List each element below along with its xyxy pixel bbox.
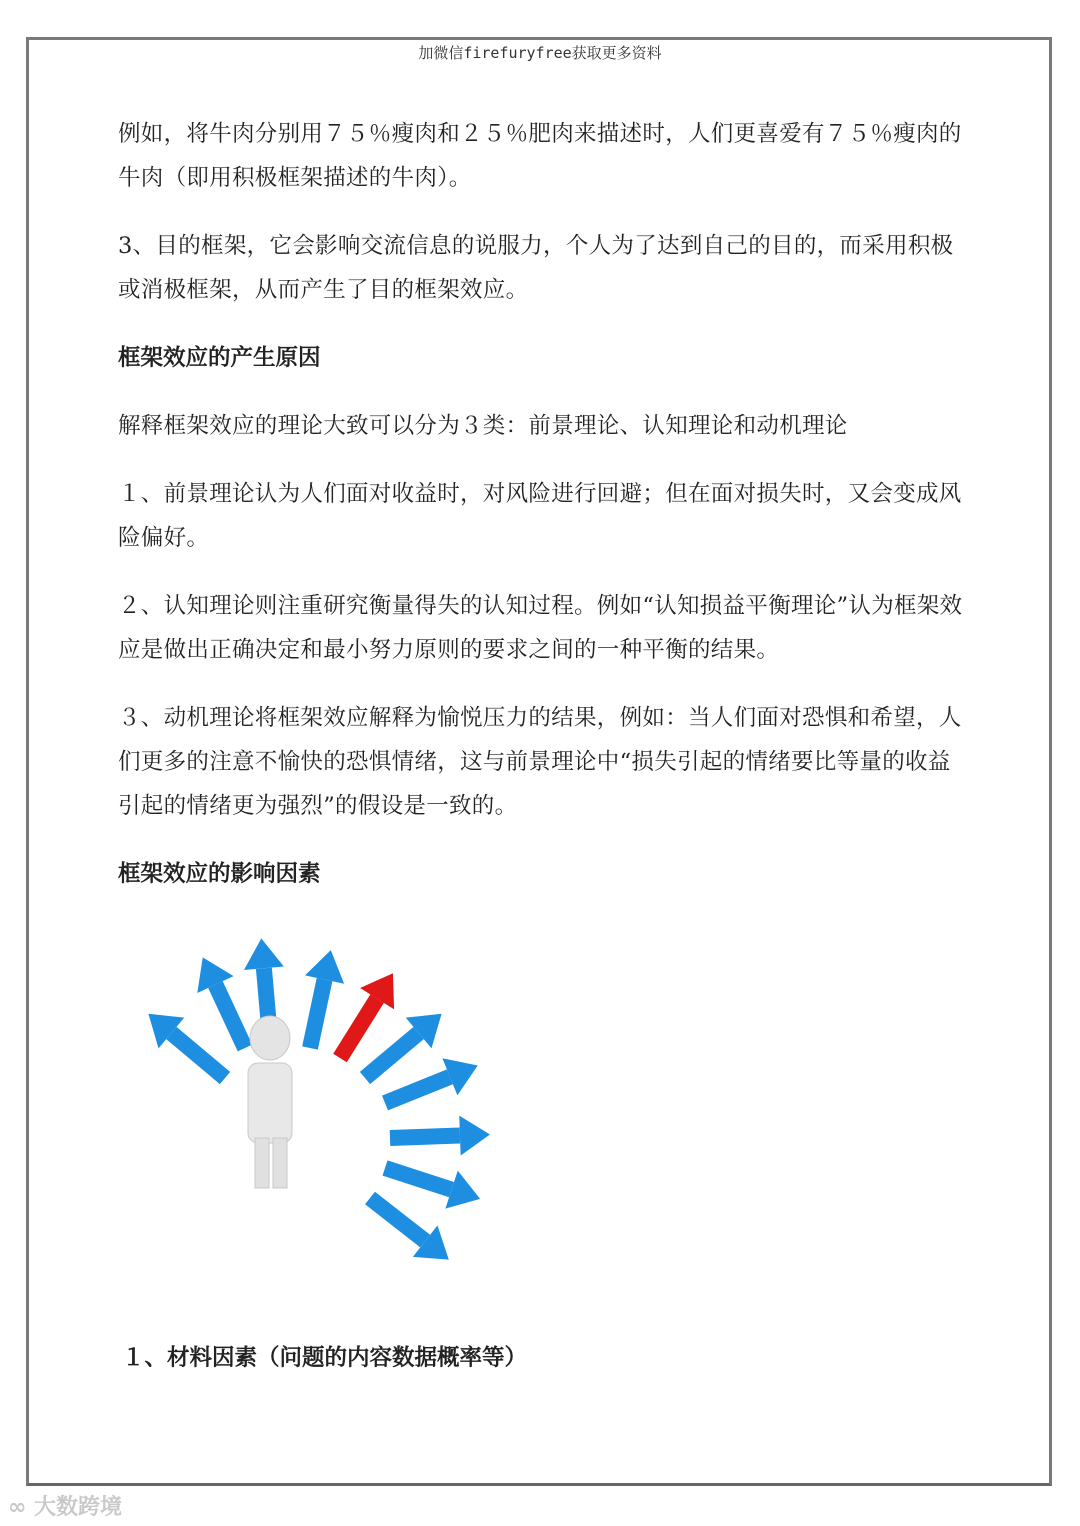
paragraph: 例如，将牛肉分别用７５％瘦肉和２５％肥肉来描述时，人们更喜爱有７５％瘦肉的牛肉（即用积极框架描述的牛肉）。 [118,121,962,191]
arrow-icon [389,1115,490,1158]
arrows-illustration [130,938,540,1308]
arrow-icon [290,946,350,1052]
section-heading: 框架效应的影响因素 [118,861,321,887]
document-body [118,112,966,920]
paragraph: ２、认知理论则注重研究衡量得失的认知过程。例如“认知损益平衡理论”认为框架效应是做出正确决定和最小努力原则的要求之间的一种平衡的结果。 [118,593,963,663]
arrow-icon [358,1182,461,1275]
person-figure-icon [248,1016,292,1188]
paragraph: 解释框架效应的理论大致可以分为３类：前景理论、认知理论和动机理论 [118,413,848,439]
paragraph: ３、动机理论将框架效应解释为愉悦压力的结果，例如：当人们面对恐惧和希望，人们更多的注意不愉快的恐惧情绪，这与前景理论中“损失引起的情绪要比等量的收益引起的情绪更为强烈”的假设是一致的。 [118,705,962,819]
page-header: 加微信firefuryfree获取更多资料 [418,44,662,62]
section-heading: 框架效应的产生原因 [118,345,321,371]
paragraph: 3、目的框架，它会影响交流信息的说服力，个人为了达到自己的目的，而采用积极或消极框架，从而产生了目的框架效应。 [118,233,954,303]
watermark-logo: ∞ 大数跨境 [8,1495,123,1520]
logo-icon: ∞ [8,1495,27,1520]
paragraph: １、前景理论认为人们面对收益时，对风险进行回避；但在面对损失时，又会变成风险偏好。 [118,481,962,551]
section-heading: １、材料因素（问题的内容数据概率等） [122,1345,528,1371]
